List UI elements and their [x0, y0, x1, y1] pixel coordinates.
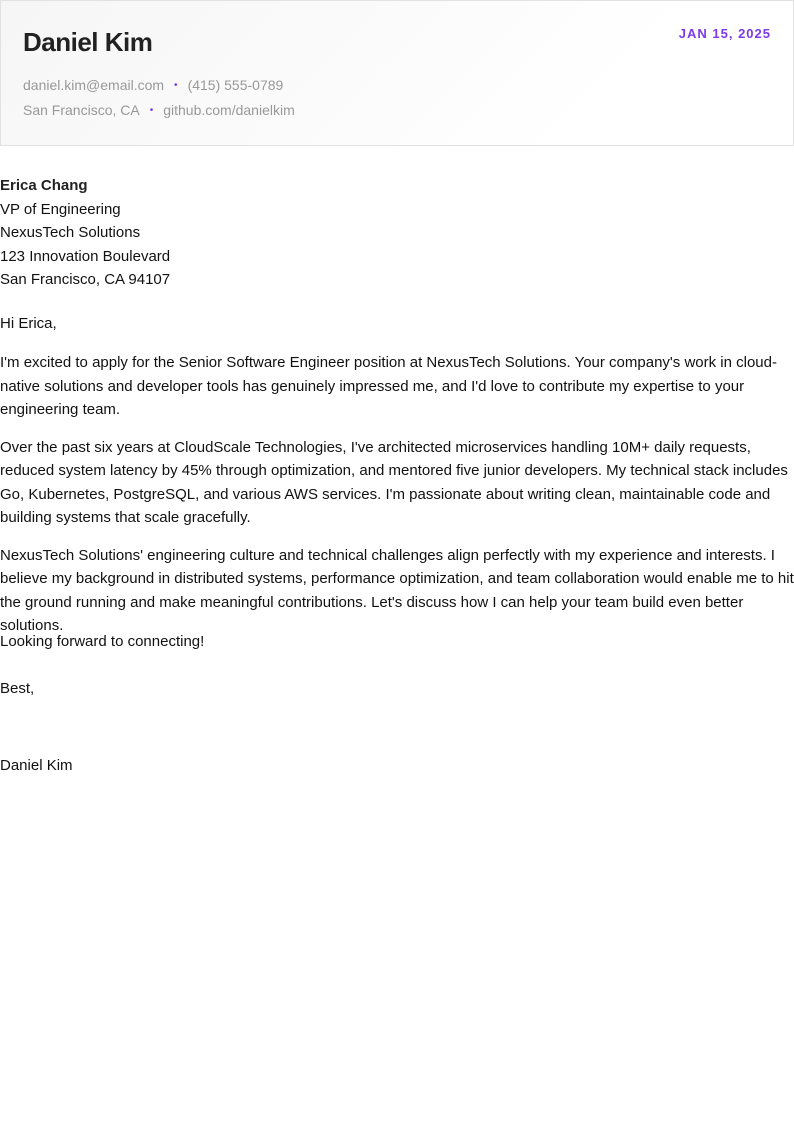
- recipient-street: 123 Innovation Boulevard: [0, 247, 171, 265]
- signature: Daniel Kim: [0, 757, 73, 774]
- sender-name: Daniel Kim: [23, 27, 153, 57]
- letter-header: [0, 0, 794, 146]
- recipient-title: VP of Engineering: [0, 200, 121, 218]
- sender-location: San Francisco, CA: [23, 102, 140, 118]
- separator-dot-icon: •: [174, 80, 178, 91]
- recipient-name: Erica Chang: [0, 177, 88, 194]
- recipient-block: [0, 174, 170, 292]
- signoff: Best,: [0, 680, 35, 697]
- body-paragraph: I'm excited to apply for the Senior Software Engineer position at NexusTech Solutions. Your company's work in cloud-native solutions and developer tools has genuinely impressed me, and I'd love to contribute my expertise to your engineering team.: [0, 354, 777, 418]
- letter-date: JAN 15, 2025: [678, 26, 771, 41]
- letter-greeting: Hi Erica,: [0, 315, 57, 332]
- separator-dot-icon: •: [149, 105, 154, 116]
- body-paragraph: NexusTech Solutions' engineering culture and technical challenges align perfectly with my experience and interests. I believe my background in distributed systems, performance optimization, and team collaboration would enable me to hit the ground running and make meaningful contributions. Let's discuss how I can help your team build even better solutions.: [0, 546, 794, 634]
- sender-phone[interactable]: (415) 555-0789: [187, 77, 284, 93]
- recipient-company: NexusTech Solutions: [0, 224, 141, 241]
- sender-email[interactable]: daniel.kim@email.com: [23, 77, 165, 93]
- contact-row-primary: [23, 77, 283, 93]
- recipient-city: San Francisco, CA 94107: [0, 271, 171, 288]
- contact-row-secondary: [23, 102, 295, 118]
- closing-line: Looking forward to connecting!: [0, 633, 205, 650]
- letter-body: [0, 351, 794, 652]
- sender-github[interactable]: github.com/danielkim: [163, 102, 295, 118]
- body-paragraph: Over the past six years at CloudScale Technologies, I've architected microservices handling 10M+ daily requests, reduced system latency by 45% through optimization, and mentored five junior developers. My technical stack includes Go, Kubernetes, PostgreSQL, and various AWS services. I'm passionate about writing clean, maintainable code and building systems that scale gracefully.: [0, 438, 788, 526]
